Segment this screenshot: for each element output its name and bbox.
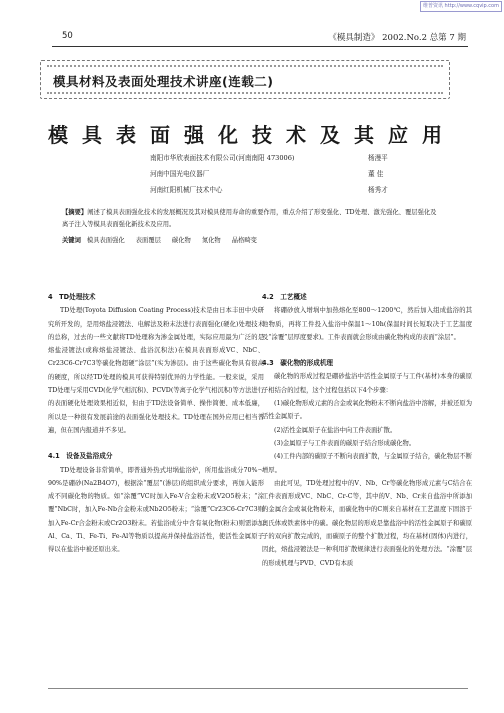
banner-bottom-border — [47, 92, 443, 94]
list-item: (1)碳化物形成元素的合金或氧化物粉末不断向盐浴中溶解，并被还原为活性金属原子。 — [262, 400, 472, 421]
list-item: (4)工件内部的碳原子不断向表面扩散，与金属原子结合，碳化物层不断增厚。 — [262, 453, 472, 474]
watermark: 维普资讯 http://www.cqvip.com — [420, 1, 502, 12]
series-banner — [40, 60, 450, 99]
page-number: 50 — [62, 31, 73, 41]
section-gap — [48, 437, 264, 450]
affiliation-1: 南阳市华欣表面技术有限公司(河南南阳 473006) — [150, 154, 295, 162]
abstract — [62, 207, 442, 231]
section-gap — [262, 344, 472, 357]
paragraph: 由此可见，TD处理过程中的V、Nb、Cr等碳化物形成元素与C结合在工件表面形成VC、NbC、Cr-C等，其中的V、Nb、Cr来自盐浴中所添加的金属合金或氧化物粉末，而碳化物中的C则来自基材在工艺温度下固溶于奥氏体或铁素体中的碳。碳化物层的形成是靠盐浴中的活性金属原子和碳原子的双向扩散完成的，而碳原子的整个扩散过程，均在基材(固体)内进行，因此，熔盐浸镀法是一种利用扩散规律进行表面强化的处理方法。“涂覆”层的形成机理与PVD、CVD有本质 — [262, 479, 472, 567]
left-column — [48, 291, 264, 557]
journal-header: 《模具制造》 2002.No.2 总第 7 期 — [328, 33, 466, 43]
author-affiliations — [150, 150, 295, 198]
keywords-label: 关键词 — [62, 237, 81, 244]
list-item: (3)金属原子与工件表面的碳原子结合形成碳化物。 — [274, 439, 416, 447]
affiliation-2: 河南中国光电仪器厂 — [150, 170, 210, 178]
author-names — [368, 150, 388, 198]
keyword-4: 氮化物 — [201, 237, 221, 244]
section-heading: 4.2 工艺概述 — [262, 293, 307, 301]
author-name-2: 董 佳 — [368, 170, 384, 178]
abstract-label: 【摘要】 — [62, 209, 88, 216]
paragraph: TD处理设备非常简单，即普通外热式坩埚盐浴炉，所用盐浴成分70%～90%是硼砂(Na2B4O7)，根据涂“覆层”(渗层)的组织成分要求，再加入能形成不同碳化物的物质。如“涂覆”VC时加入Fe-V合金粉末或V2O5粉末；“涂覆”NbC时，加入Fe-Nb合金粉末或Nb2O5粉末；“涂覆”Cr23C6-Cr7C3则加入Fe-Cr合金粉末或Cr2O3粉末。若盐浴成分中含有氧化物(粉末)则需添加Al、Ca、Ti、Fe-Ti、Fe-Al等物质以提高并保持盐浴活性，使活性金属原子得以在盐浴中被还原出来。 — [48, 466, 264, 554]
author-name-3: 杨秀才 — [368, 186, 388, 194]
author-name-1: 杨漫平 — [368, 154, 388, 162]
section-heading: 4.3 碳化物的形成机理 — [262, 359, 334, 368]
article-title: 模具表面强化技术及其应用 — [48, 123, 456, 147]
banner-top-border — [47, 65, 443, 67]
list-item: (2)活性金属原子在盐浴中向工件表面扩散。 — [274, 426, 397, 434]
paragraph: TD处理(Toyota Diffusion Coating Process)技术是由日本丰田中央研究所开发的，是用熔盐浸镀法、电解法及粉末法进行表面强化(硬化)处理技术的总称，过去的一些文献将TD处理称为渗金属处理，实际应用最为广泛的是熔盐浸镀法(或称熔盐浸镀法、盐浴沉积法)在模具表面形成VC、NbC、Cr23C6-Cr7C3等碳化物超硬“涂层”(实为渗层)。由于这些碳化物具有很高的硬度，所以经TD处理的模具可获得特别优异的力学性能。一般来说，采用TD处理与采用CVD(化学气相沉积)、PCVD(等离子化学气相沉积)等方法进行的表面硬化处理效果相近似，但由于TD法设备简单、操作简便、成本低廉，所以是一种很有发展前途的表面强化处理技术。TD处理在国外应用已相当普遍，但在国内报道并不多见。 — [48, 307, 264, 434]
keyword-1: 模具表面强化 — [86, 237, 125, 244]
abstract-text: 阐述了模具表面强化技术的发展概况及其对模具使用寿命的重要作用，重点介绍了形变强化、TD处理、激光强化、覆层强化及离子注入等模具表面强化新技术及应用。 — [62, 209, 437, 228]
section-heading: 4 TD处理技术 — [48, 293, 96, 301]
section-heading: 4.1 设备及盐浴成分 — [48, 452, 113, 461]
keyword-2: 表面覆层 — [135, 237, 161, 244]
keyword-3: 碳化物 — [171, 237, 191, 244]
paragraph: 将硼砂放入增埚中加热熔化至800～1200℃，然后加入组成盐浴的其他物质，再将工件投入盐浴中保温1～10h(保温时间长短取决于工艺温度及“涂覆”层厚度要求)。工件表面就会形成由碳化物构成的表面“涂层”。 — [262, 307, 472, 341]
right-column — [262, 291, 472, 570]
affiliation-3: 河南红阳机械厂技术中心 — [150, 186, 223, 194]
header-rule — [52, 46, 468, 47]
series-title: 模具材料及表面处理技术讲座(连载二) — [53, 74, 274, 89]
paragraph: 碳化物的形成过程是硼砂盐浴中活性金属原子与工件(基材)本身的碳原子相结合的过程，这个过程包括以下4个步骤： — [262, 373, 472, 394]
keyword-5: 晶格畸变 — [231, 237, 257, 244]
keywords — [62, 235, 266, 244]
footer-rule — [48, 688, 468, 689]
